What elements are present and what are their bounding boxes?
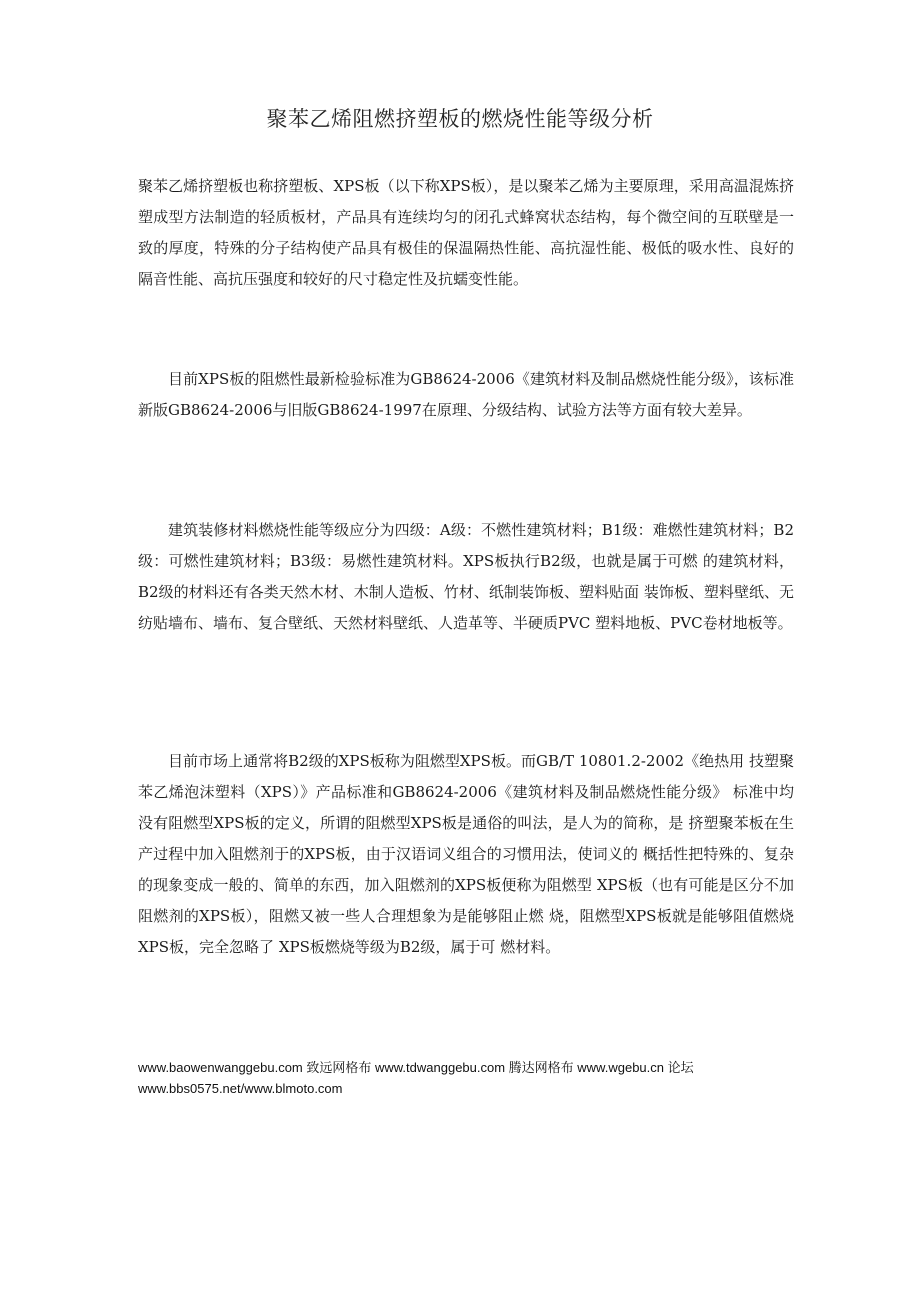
paragraph-grades: 建筑装修材料燃烧性能等级应分为四级：A级：不燃性建筑材料；B1级：难燃性建筑材料；B2级：可燃性建筑材料；B3级：易燃性建筑材料。XPS板执行B2级，也就是属于可燃 的建筑材料，B2级的材料还有各类天然木材、木制人造板、竹材、纸制装饰板、塑料贴面 装饰板、塑料壁纸、无纺贴墙布、墙布、复合壁纸、天然材料壁纸、人造革等、半硬质PVC 塑料地板、PVC卷材地板等。	[138, 521, 794, 632]
paragraph-standard: 目前XPS板的阻燃性最新检验标准为GB8624-2006《建筑材料及制品燃烧性能分级》，该标准新版GB8624-2006与旧版GB8624-1997在原理、分级结构、试验方法等方面有较大差异。	[138, 370, 794, 419]
document-title: 聚苯乙烯阻燃挤塑板的燃烧性能等级分析	[266, 107, 654, 131]
paragraph-intro: 聚苯乙烯挤塑板也称挤塑板、XPS板（以下称XPS板），是以聚苯乙烯为主要原理，采用高温混炼挤塑成型方法制造的轻质板材，产品具有连续均匀的闭孔式蜂窝状态结构，每个微空间的互联壁是一致的厚度，特殊的分子结构使产品具有极佳的保温隔热性能、高抗湿性能、极低的吸水性、良好的隔音性能、高抗压强度和较好的尺寸稳定性及抗蠕变性能。	[138, 177, 794, 288]
footer-line-2: www.bbs0575.net/www.blmoto.com	[138, 1081, 343, 1096]
footer-links	[138, 1057, 838, 1099]
footer-line-1: www.baowenwanggebu.com 致远网格布 www.tdwanggebu.com 腾达网格布 www.wgebu.cn 论坛	[138, 1060, 694, 1075]
paragraph-market: 目前市场上通常将B2级的XPS板称为阻燃型XPS板。而GB/T 10801.2-2002《绝热用 技塑聚苯乙烯泡沫塑料（XPS）》产品标准和GB8624-2006《建筑材料及制品燃烧性能分级》 标准中均没有阻燃型XPS板的定义，所谓的阻燃型XPS板是通俗的叫法，是人为的简称，是 挤塑聚苯板在生产过程中加入阻燃剂于的XPS板，由于汉语词义组合的习惯用法，使词义的 概括性把特殊的、复杂的现象变成一般的、简单的东西，加入阻燃剂的XPS板便称为阻燃型 XPS板（也有可能是区分不加阻燃剂的XPS板），阻燃又被一些人合理想象为是能够阻止燃 烧，阻燃型XPS板就是能够阻值燃烧XPS板，完全忽略了 XPS板燃烧等级为B2级，属于可 燃材料。	[138, 752, 794, 956]
